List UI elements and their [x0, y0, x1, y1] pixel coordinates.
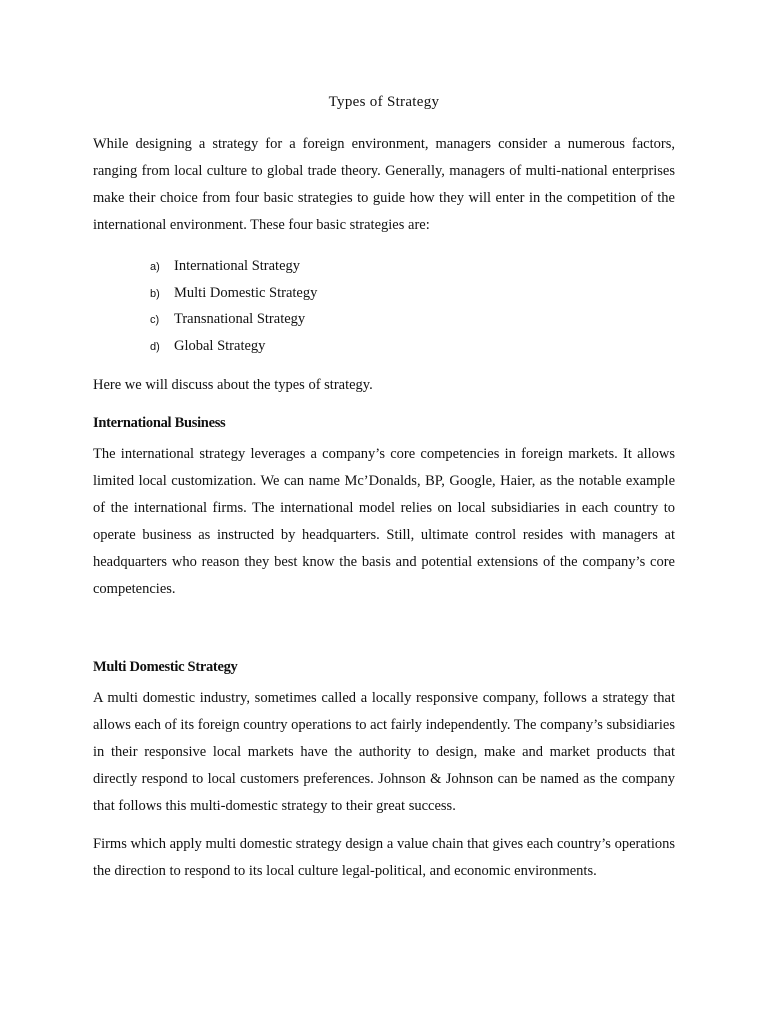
- list-marker: c): [150, 314, 160, 327]
- list-marker: d): [150, 341, 160, 354]
- list-marker: a): [150, 261, 160, 273]
- list-item: [150, 308, 317, 335]
- list-item-text: International Strategy: [174, 258, 301, 274]
- multi-domestic-paragraph-2: Firms which apply multi domestic strategy design a value chain that gives each country’s operations the direction to respond to its local culture legal-political, and economic environments.: [93, 836, 675, 879]
- international-business-paragraph: The international strategy leverages a company’s core competencies in foreign markets. It allows limited local customization. We can name Mc’Donalds, BP, Google, Haier, as the notable example of the international firms. The international model relies on local subsidiaries in each country to operate business as instructed by headquarters. Still, ultimate control resides with managers at headquarters who reason they best know the basis and potential extensions of the company’s core competencies.: [93, 446, 675, 597]
- multi-domestic-paragraph-1: A multi domestic industry, sometimes called a locally responsive company, follows a strategy that allows each of its foreign country operations to act fairly independently. The company’s subsidiaries in their responsive local markets have the authority to design, make and market products that directly respond to local customers preferences. Johnson & Johnson can be named as the company that follows this multi-domestic strategy to their great success.: [93, 690, 675, 814]
- list-item-text: Multi Domestic Strategy: [174, 284, 318, 301]
- section-heading-international-business: International Business: [93, 415, 226, 431]
- section-heading-multi-domestic-strategy: Multi Domestic Strategy: [93, 659, 238, 675]
- list-item: [150, 255, 317, 282]
- list-item: [150, 335, 317, 362]
- list-item-text: Global Strategy: [174, 338, 266, 355]
- page-title: Types of Strategy: [328, 94, 440, 110]
- list-item: [150, 282, 317, 309]
- list-marker: b): [150, 287, 160, 300]
- list-item-text: Transnational Strategy: [174, 311, 306, 328]
- intro-paragraph: While designing a strategy for a foreign environment, managers consider a numerous factors, ranging from local culture to global trade theory. Generally, managers of multi-national enterprises make their choice from four basic strategies to guide how they will enter in the competition of the international environment. These four basic strategies are:: [93, 136, 675, 233]
- discussion-line: Here we will discuss about the types of strategy.: [93, 377, 373, 393]
- strategy-list: [150, 255, 317, 362]
